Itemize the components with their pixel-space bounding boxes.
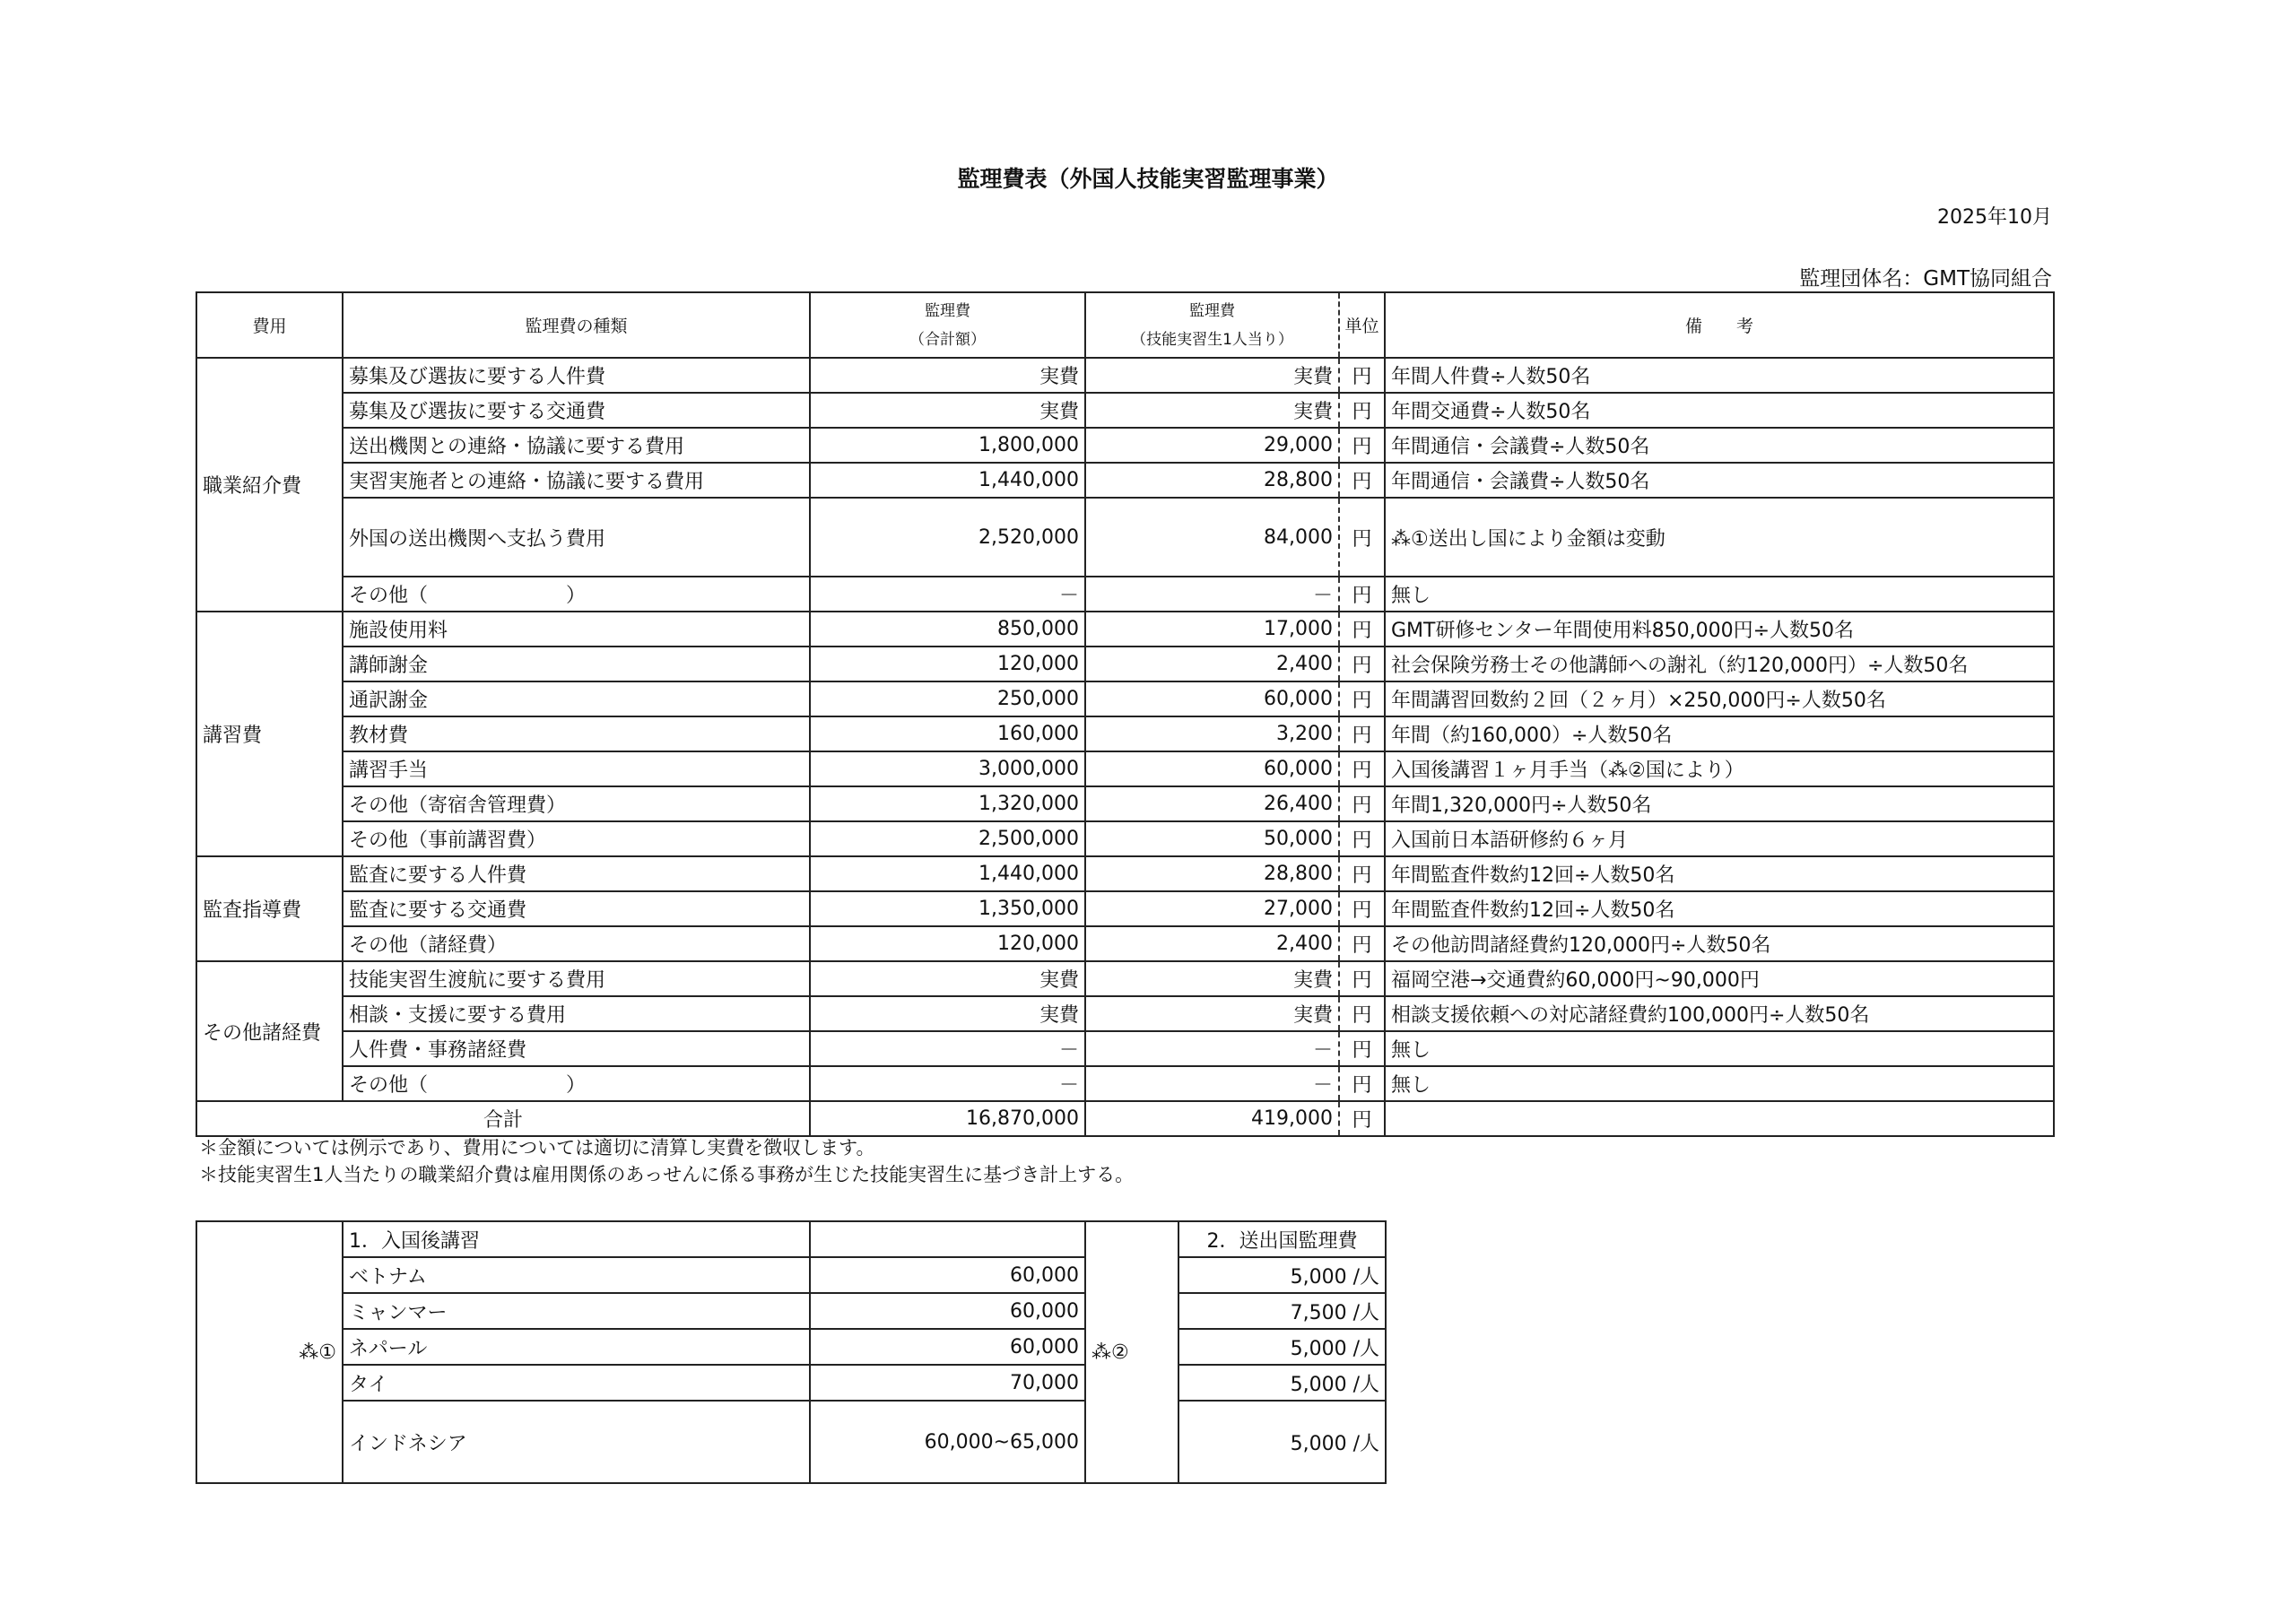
fee-note: 年間通信・会議費÷人数50名	[1385, 463, 2054, 498]
country-name: タイ	[343, 1365, 810, 1401]
fee-note: 無し	[1385, 1031, 2054, 1066]
fee-unit: 円	[1339, 463, 1385, 498]
monitoring-fee: 5,000 /人	[1178, 1257, 1386, 1293]
fee-total: －	[810, 1031, 1085, 1066]
fee-type: その他（ ）	[343, 577, 810, 612]
fee-note: 相談支援依頼への対応諸経費約100,000円÷人数50名	[1385, 996, 2054, 1031]
fee-per-person: 実費	[1085, 961, 1339, 996]
fee-type: その他（ ）	[343, 1066, 810, 1101]
fee-note: 社会保険労務士その他講師への謝礼（約120,000円）÷人数50名	[1385, 647, 2054, 681]
course-fee: 60,000	[810, 1293, 1085, 1329]
fee-type: その他（諸経費）	[343, 926, 810, 961]
fee-per-person: 28,800	[1085, 463, 1339, 498]
category-cell: その他諸経費	[196, 961, 343, 1101]
fee-total: 1,350,000	[810, 891, 1085, 926]
fee-type: 実習実施者との連絡・協議に要する費用	[343, 463, 810, 498]
fee-per-person: 17,000	[1085, 612, 1339, 647]
category-cell: 職業紹介費	[196, 358, 343, 612]
table-row	[196, 716, 2054, 751]
fee-per-person: 実費	[1085, 996, 1339, 1031]
country-name: インドネシア	[343, 1401, 810, 1483]
sub-header-row	[196, 1221, 1386, 1257]
header-per-line1: 監理費	[1189, 301, 1235, 320]
fee-total: 実費	[810, 393, 1085, 428]
table-row	[196, 1031, 2054, 1066]
table-row	[196, 428, 2054, 463]
fee-unit: 円	[1339, 393, 1385, 428]
country-row	[196, 1401, 1386, 1483]
table-row	[196, 856, 2054, 891]
fee-table	[196, 291, 2055, 1137]
organization-name: 監理団体名：GMT協同組合	[1799, 267, 2052, 291]
fee-per-person: 実費	[1085, 358, 1339, 393]
fee-type: その他（事前講習費）	[343, 821, 810, 856]
fee-note: 年間1,320,000円÷人数50名	[1385, 786, 2054, 821]
table-row	[196, 393, 2054, 428]
fee-note: 年間人件費÷人数50名	[1385, 358, 2054, 393]
category-cell: 監査指導費	[196, 856, 343, 961]
fee-unit: 円	[1339, 647, 1385, 681]
header-total	[810, 292, 1085, 358]
fee-per-person: 29,000	[1085, 428, 1339, 463]
monitoring-fee: 5,000 /人	[1178, 1365, 1386, 1401]
heading-course: 1．入国後講習	[343, 1221, 810, 1257]
fee-note: ⁂①送出し国により金額は変動	[1385, 498, 2054, 577]
fee-total: 120,000	[810, 647, 1085, 681]
fee-note: 年間交通費÷人数50名	[1385, 393, 2054, 428]
fee-total: 120,000	[810, 926, 1085, 961]
table-row	[196, 358, 2054, 393]
fee-type: 監査に要する交通費	[343, 891, 810, 926]
fee-unit: 円	[1339, 681, 1385, 716]
fee-type: 施設使用料	[343, 612, 810, 647]
fee-unit: 円	[1339, 821, 1385, 856]
fee-unit: 円	[1339, 786, 1385, 821]
monitoring-fee: 5,000 /人	[1178, 1401, 1386, 1483]
fee-type: 人件費・事務諸経費	[343, 1031, 810, 1066]
fee-unit: 円	[1339, 891, 1385, 926]
fee-total: 3,000,000	[810, 751, 1085, 786]
country-row	[196, 1257, 1386, 1293]
total-note	[1385, 1101, 2054, 1136]
fee-total: 850,000	[810, 612, 1085, 647]
fee-unit: 円	[1339, 612, 1385, 647]
fee-note: その他訪問諸経費約120,000円÷人数50名	[1385, 926, 2054, 961]
empty-cell	[810, 1221, 1085, 1257]
fee-note: 年間監査件数約12回÷人数50名	[1385, 856, 2054, 891]
fee-unit: 円	[1339, 428, 1385, 463]
fee-note: 年間監査件数約12回÷人数50名	[1385, 891, 2054, 926]
country-fee-table	[196, 1220, 1387, 1484]
monitoring-fee: 7,500 /人	[1178, 1293, 1386, 1329]
fee-per-person: －	[1085, 1066, 1339, 1101]
fee-note: 無し	[1385, 577, 2054, 612]
header-per-line2: （技能実習生1人当り）	[1131, 330, 1293, 349]
document-date: 2025年10月	[1937, 206, 2052, 229]
total-per-person: 419,000	[1085, 1101, 1339, 1136]
course-fee: 70,000	[810, 1365, 1085, 1401]
fee-unit: 円	[1339, 1066, 1385, 1101]
fee-note: 無し	[1385, 1066, 2054, 1101]
total-amount: 16,870,000	[810, 1101, 1085, 1136]
table-row	[196, 463, 2054, 498]
fee-type: 外国の送出機関へ支払う費用	[343, 498, 810, 577]
fee-per-person: 84,000	[1085, 498, 1339, 577]
mark-2: ⁂②	[1085, 1221, 1178, 1483]
header-total-line2: （合計額）	[909, 330, 986, 349]
fee-unit: 円	[1339, 926, 1385, 961]
fee-type: 講習手当	[343, 751, 810, 786]
table-row	[196, 786, 2054, 821]
country-name: ネパール	[343, 1329, 810, 1365]
fee-per-person: 27,000	[1085, 891, 1339, 926]
fee-unit: 円	[1339, 358, 1385, 393]
fee-total: 1,440,000	[810, 856, 1085, 891]
fee-per-person: 50,000	[1085, 821, 1339, 856]
country-row	[196, 1293, 1386, 1329]
mark-1: ⁂①	[196, 1221, 343, 1483]
fee-note: 入国前日本語研修約６ヶ月	[1385, 821, 2054, 856]
fee-type: 教材費	[343, 716, 810, 751]
header-note: 備 考	[1385, 292, 2054, 358]
fee-per-person: 2,400	[1085, 926, 1339, 961]
fee-unit: 円	[1339, 498, 1385, 577]
fee-unit: 円	[1339, 716, 1385, 751]
fee-note: 福岡空港→交通費約60,000円~90,000円	[1385, 961, 2054, 996]
fee-unit: 円	[1339, 1031, 1385, 1066]
fee-total: 実費	[810, 358, 1085, 393]
footnote: ＊金額については例示であり、費用については適切に清算し実費を徴収します。	[199, 1137, 875, 1159]
header-per-person	[1085, 292, 1339, 358]
table-row	[196, 612, 2054, 647]
course-fee: 60,000	[810, 1257, 1085, 1293]
fee-total: 1,440,000	[810, 463, 1085, 498]
header-row	[196, 292, 2054, 358]
table-row	[196, 821, 2054, 856]
fee-per-person: －	[1085, 1031, 1339, 1066]
table-row	[196, 498, 2054, 577]
table-row	[196, 926, 2054, 961]
fee-type: 募集及び選抜に要する人件費	[343, 358, 810, 393]
table-row	[196, 681, 2054, 716]
fee-note: GMT研修センター年間使用料850,000円÷人数50名	[1385, 612, 2054, 647]
fee-type: 送出機関との連絡・協議に要する費用	[343, 428, 810, 463]
total-unit: 円	[1339, 1101, 1385, 1136]
fee-type: 講師謝金	[343, 647, 810, 681]
fee-note: 年間講習回数約２回（２ヶ月）×250,000円÷人数50名	[1385, 681, 2054, 716]
fee-total: 2,500,000	[810, 821, 1085, 856]
fee-type: 募集及び選抜に要する交通費	[343, 393, 810, 428]
country-name: ミャンマー	[343, 1293, 810, 1329]
fee-unit: 円	[1339, 856, 1385, 891]
table-row	[196, 751, 2054, 786]
page-title: 監理費表（外国人技能実習監理事業）	[957, 166, 1339, 192]
table-row	[196, 1066, 2054, 1101]
fee-per-person: 28,800	[1085, 856, 1339, 891]
table-row	[196, 996, 2054, 1031]
fee-per-person: 26,400	[1085, 786, 1339, 821]
fee-total: 実費	[810, 996, 1085, 1031]
fee-unit: 円	[1339, 996, 1385, 1031]
country-name: ベトナム	[343, 1257, 810, 1293]
header-type: 監理費の種類	[343, 292, 810, 358]
fee-per-person: －	[1085, 577, 1339, 612]
footnotes	[199, 1134, 1134, 1188]
course-fee: 60,000	[810, 1329, 1085, 1365]
fee-per-person: 2,400	[1085, 647, 1339, 681]
heading-fee: 2．送出国監理費	[1178, 1221, 1386, 1257]
category-cell: 講習費	[196, 612, 343, 856]
table-row	[196, 577, 2054, 612]
country-row	[196, 1329, 1386, 1365]
fee-note: 年間（約160,000）÷人数50名	[1385, 716, 2054, 751]
header-total-line1: 監理費	[925, 301, 970, 320]
fee-type: 通訳謝金	[343, 681, 810, 716]
fee-total: 2,520,000	[810, 498, 1085, 577]
monitoring-fee: 5,000 /人	[1178, 1329, 1386, 1365]
fee-type: 相談・支援に要する費用	[343, 996, 810, 1031]
table-row	[196, 961, 2054, 996]
table-row	[196, 647, 2054, 681]
fee-total: －	[810, 1066, 1085, 1101]
total-label: 合計	[196, 1101, 810, 1136]
header-category: 費用	[196, 292, 343, 358]
fee-per-person: 60,000	[1085, 681, 1339, 716]
fee-type: 技能実習生渡航に要する費用	[343, 961, 810, 996]
fee-unit: 円	[1339, 751, 1385, 786]
fee-unit: 円	[1339, 961, 1385, 996]
fee-total: 250,000	[810, 681, 1085, 716]
footnote: ＊技能実習生1人当たりの職業紹介費は雇用関係のあっせんに係る事務が生じた技能実習生に基づき計上する。	[199, 1164, 1135, 1185]
fee-total: 1,800,000	[810, 428, 1085, 463]
fee-total: －	[810, 577, 1085, 612]
fee-total: 実費	[810, 961, 1085, 996]
fee-total: 1,320,000	[810, 786, 1085, 821]
fee-per-person: 実費	[1085, 393, 1339, 428]
header-unit: 単位	[1339, 292, 1385, 358]
fee-total: 160,000	[810, 716, 1085, 751]
table-row	[196, 891, 2054, 926]
fee-per-person: 3,200	[1085, 716, 1339, 751]
fee-type: 監査に要する人件費	[343, 856, 810, 891]
fee-note: 年間通信・会議費÷人数50名	[1385, 428, 2054, 463]
country-row	[196, 1365, 1386, 1401]
fee-per-person: 60,000	[1085, 751, 1339, 786]
fee-type: その他（寄宿舎管理費）	[343, 786, 810, 821]
fee-note: 入国後講習１ヶ月手当（⁂②国により）	[1385, 751, 2054, 786]
fee-unit: 円	[1339, 577, 1385, 612]
total-row	[196, 1101, 2054, 1136]
course-fee: 60,000~65,000	[810, 1401, 1085, 1483]
